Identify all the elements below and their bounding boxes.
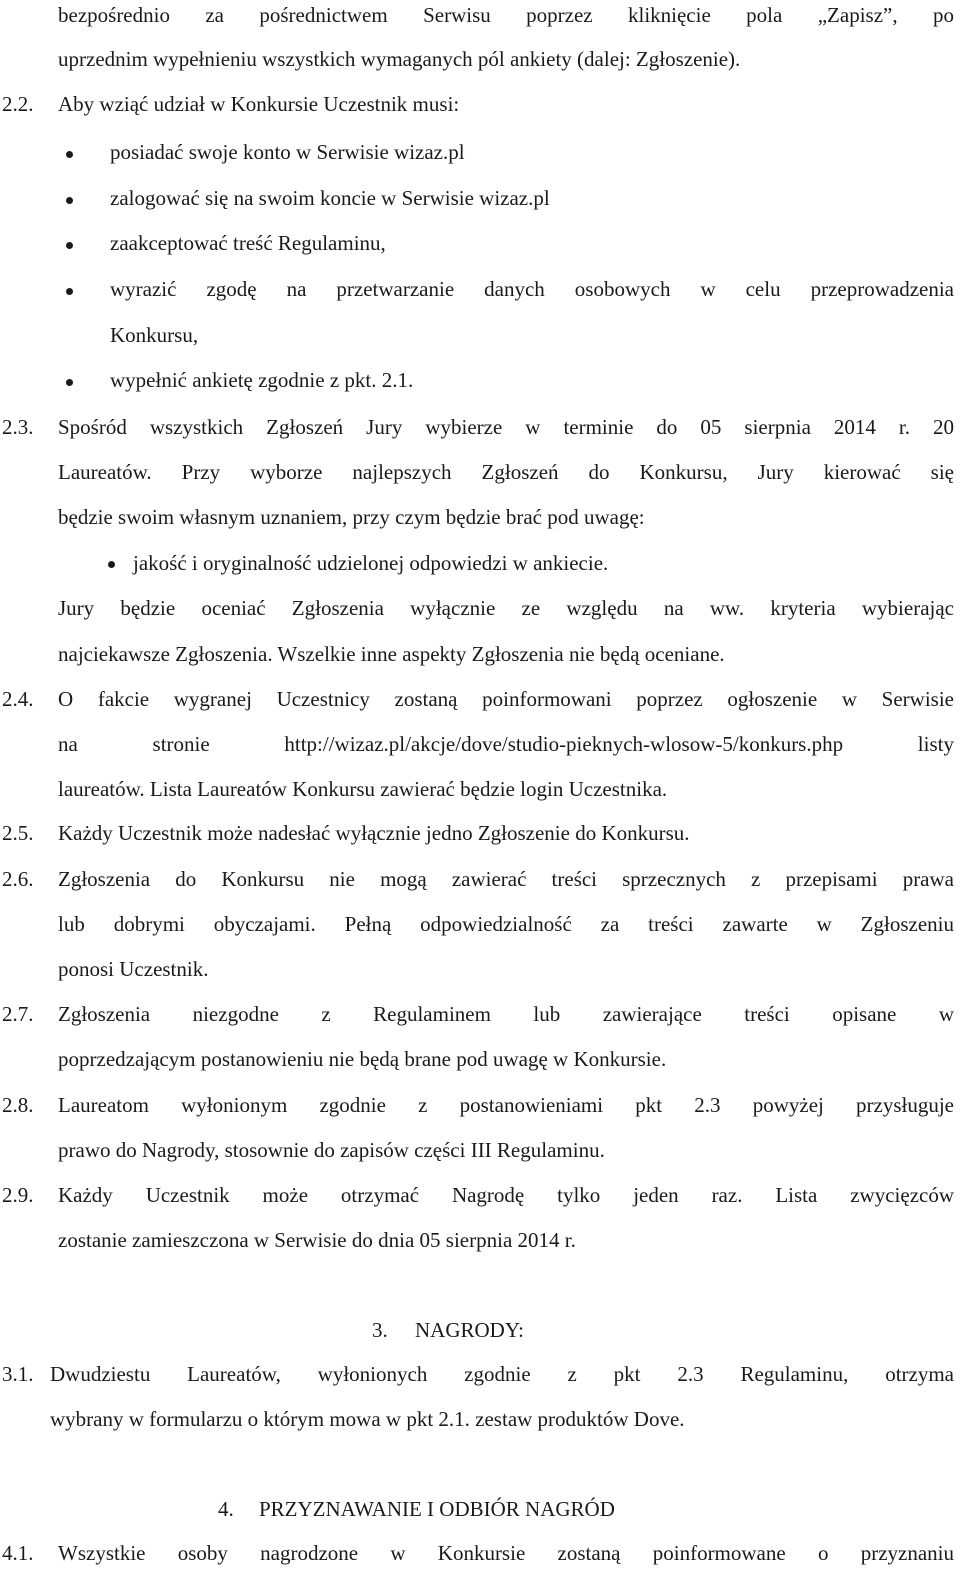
section-3-1-line-1: Dwudziestu Laureatów, wyłonionych zgodnie z pkt 2.3 Regulaminu, otrzyma — [50, 1362, 954, 1386]
section-number-2-2: 2.2. — [2, 92, 34, 116]
section-2-5-line-1: Każdy Uczestnik może nadesłać wyłącznie jedno Zgłoszenie do Konkursu. — [58, 821, 690, 845]
bullet-dot — [66, 242, 73, 249]
heading-przyznawanie: PRZYZNAWANIE I ODBIÓR NAGRÓD — [259, 1497, 615, 1521]
section-2-3-line-3: będzie swoim własnym uznaniem, przy czym będzie brać pod uwagę: — [58, 505, 645, 529]
bullet-dot — [66, 379, 73, 386]
bullet-item-1: posiadać swoje konto w Serwisie wizaz.pl — [110, 140, 465, 164]
section-4-1-line-1: Wszystkie osoby nagrodzone w Konkursie zostaną poinformowane o przyznaniu — [58, 1541, 954, 1565]
section-2-4-line-1: O fakcie wygranej Uczestnicy zostaną poinformowani poprzez ogłoszenie w Serwisie — [58, 687, 954, 711]
bullet-item-4-cont: Konkursu, — [110, 323, 199, 347]
bullet-dot — [108, 561, 115, 568]
section-number-2-3: 2.3. — [2, 415, 34, 439]
section-number-2-6: 2.6. — [2, 867, 34, 891]
section-number-2-8: 2.8. — [2, 1093, 34, 1117]
bullet-item-3: zaakceptować treść Regulaminu, — [110, 231, 386, 255]
section-2-3-line-4: Jury będzie oceniać Zgłoszenia wyłącznie ze względu na ww. kryteria wybierając — [58, 596, 954, 620]
bullet-dot — [66, 151, 73, 158]
section-number-4-1: 4.1. — [2, 1541, 34, 1565]
section-2-3-line-1: Spośród wszystkich Zgłoszeń Jury wybierze w terminie do 05 sierpnia 2014 r. 20 — [58, 415, 954, 439]
section-2-4-line-3: laureatów. Lista Laureatów Konkursu zawierać będzie login Uczestnika. — [58, 777, 668, 801]
section-2-7-line-2: poprzedzającym postanowieniu nie będą brane pod uwagę w Konkursie. — [58, 1047, 667, 1071]
section-number-2-9: 2.9. — [2, 1183, 34, 1207]
section-2-2-text: Aby wziąć udział w Konkursie Uczestnik musi: — [58, 92, 460, 116]
heading-number-3: 3. — [372, 1318, 388, 1342]
section-2-9-line-2: zostanie zamieszczona w Serwisie do dnia 05 sierpnia 2014 r. — [58, 1228, 576, 1252]
section-number-2-4: 2.4. — [2, 687, 34, 711]
section-2-4-line-2: na stronie http://wizaz.pl/akcje/dove/studio-pieknych-wlosow-5/konkurs.php listy — [58, 732, 954, 756]
bullet-dot — [66, 197, 73, 204]
heading-nagrody: NAGRODY: — [415, 1318, 524, 1342]
section-2-7-line-1: Zgłoszenia niezgodne z Regulaminem lub zawierające treści opisane w — [58, 1002, 954, 1026]
section-2-9-line-1: Każdy Uczestnik może otrzymać Nagrodę tylko jeden raz. Lista zwycięzców — [58, 1183, 954, 1207]
section-2-6-line-1: Zgłoszenia do Konkursu nie mogą zawierać treści sprzecznych z przepisami prawa — [58, 867, 954, 891]
section-2-3-bullet: jakość i oryginalność udzielonej odpowiedzi w ankiecie. — [133, 551, 609, 575]
section-2-6-line-2: lub dobrymi obyczajami. Pełną odpowiedzialność za treści zawarte w Zgłoszeniu — [58, 912, 954, 936]
section-number-2-5: 2.5. — [2, 821, 34, 845]
intro-line-1: bezpośrednio za pośrednictwem Serwisu poprzez kliknięcie pola „Zapisz”, po — [58, 3, 954, 27]
section-number-2-7: 2.7. — [2, 1002, 34, 1026]
section-2-3-line-2: Laureatów. Przy wyborze najlepszych Zgłoszeń do Konkursu, Jury kierować się — [58, 460, 954, 484]
section-2-8-line-1: Laureatom wyłonionym zgodnie z postanowieniami pkt 2.3 powyżej przysługuje — [58, 1093, 954, 1117]
bullet-item-5: wypełnić ankietę zgodnie z pkt. 2.1. — [110, 368, 414, 392]
section-2-6-line-3: ponosi Uczestnik. — [58, 957, 209, 981]
section-2-8-line-2: prawo do Nagrody, stosownie do zapisów części III Regulaminu. — [58, 1138, 605, 1162]
section-number-3-1: 3.1. — [2, 1362, 34, 1386]
section-3-1-line-2: wybrany w formularzu o którym mowa w pkt 2.1. zestaw produktów Dove. — [50, 1407, 685, 1431]
section-2-3-line-5: najciekawsze Zgłoszenia. Wszelkie inne aspekty Zgłoszenia nie będą oceniane. — [58, 642, 725, 666]
intro-line-2: uprzednim wypełnieniu wszystkich wymaganych pól ankiety (dalej: Zgłoszenie). — [58, 47, 741, 71]
bullet-item-4: wyrazić zgodę na przetwarzanie danych osobowych w celu przeprowadzenia — [110, 277, 954, 301]
bullet-item-2: zalogować się na swoim koncie w Serwisie wizaz.pl — [110, 186, 550, 210]
bullet-dot — [66, 288, 73, 295]
heading-number-4: 4. — [218, 1497, 234, 1521]
